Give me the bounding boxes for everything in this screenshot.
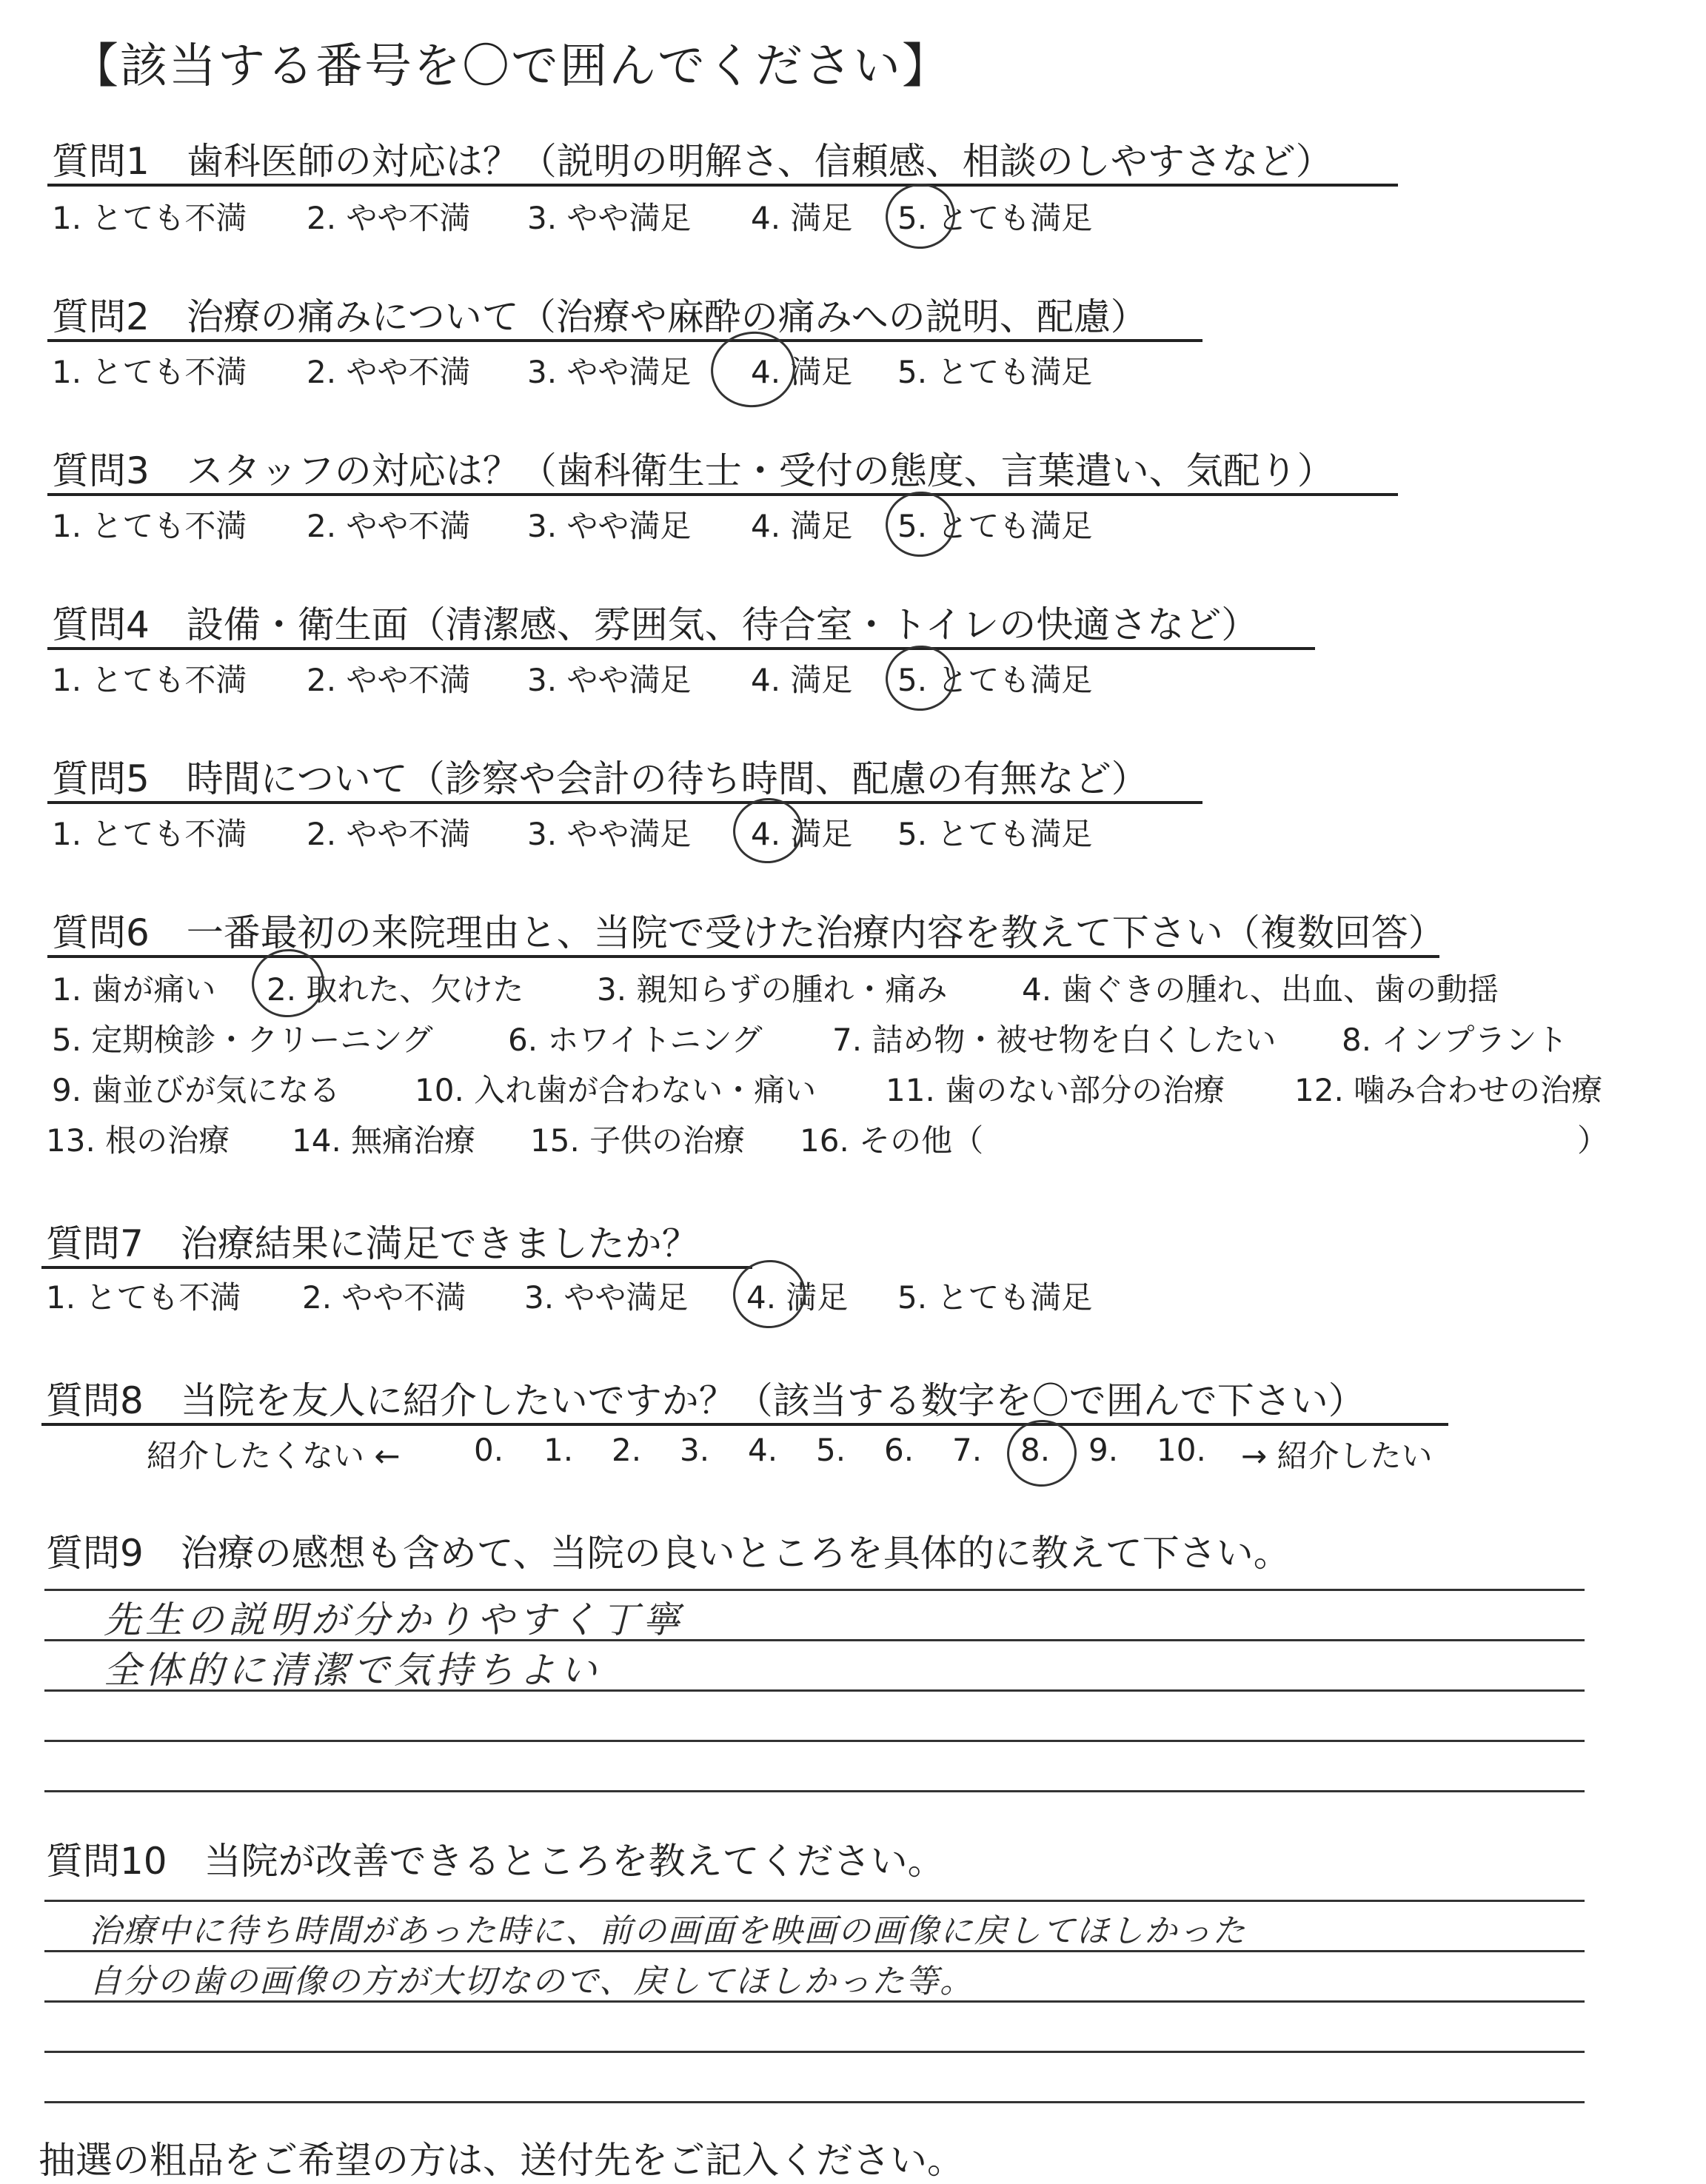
q6-option-2[interactable]: 2. 取れた、欠けた xyxy=(267,971,524,1008)
q7-option-4[interactable]: 4. 満足 xyxy=(746,1279,849,1316)
question-7-underline xyxy=(41,1266,752,1269)
q3-option-4[interactable]: 4. 満足 xyxy=(751,508,853,544)
question-6-title: 質問6 一番最初の来院理由と、当院で受けた治療内容を教えて下さい（複数回答） xyxy=(52,911,1445,954)
q4-option-3[interactable]: 3. やや満足 xyxy=(527,662,692,698)
q8-scale-left-label: 紹介したくない ← xyxy=(147,1438,401,1474)
question-5-title: 質問5 時間について（診察や会計の待ち時間、配慮の有無など） xyxy=(52,757,1148,800)
q10-answer-line-2[interactable]: 自分の歯の画像の方が大切なので、戻してほしかった等。 xyxy=(89,1963,974,2000)
q10-writing-line-4 xyxy=(44,2051,1585,2053)
q2-option-1[interactable]: 1. とても不満 xyxy=(52,354,247,390)
q6-option-15[interactable]: 15. 子供の治療 xyxy=(530,1122,746,1159)
q8-scale-right-label: → 紹介したい xyxy=(1241,1438,1433,1474)
q6-option-1[interactable]: 1. 歯が痛い xyxy=(52,971,216,1008)
q5-option-3[interactable]: 3. やや満足 xyxy=(527,816,692,852)
q3-option-1[interactable]: 1. とても不満 xyxy=(52,508,247,544)
q7-option-3[interactable]: 3. やや満足 xyxy=(524,1279,689,1316)
q1-option-1[interactable]: 1. とても不満 xyxy=(52,200,247,236)
question-5-underline xyxy=(47,801,1202,804)
question-6-underline xyxy=(47,955,1439,958)
question-9-title: 質問9 治療の感想も含めて、当院の良いところを具体的に教えて下さい。 xyxy=(46,1532,1291,1575)
q8-score-9[interactable]: 9. xyxy=(1088,1432,1119,1468)
question-10-title: 質問10 当院が改善できるところを教えてください。 xyxy=(46,1840,945,1883)
q8-score-5[interactable]: 5. xyxy=(816,1432,846,1468)
q6-option-8[interactable]: 8. インプラント xyxy=(1342,1022,1568,1058)
q6-option-3[interactable]: 3. 親知らずの腫れ・痛み xyxy=(597,971,948,1008)
q6-option-6[interactable]: 6. ホワイトニング xyxy=(508,1022,763,1058)
q3-selection-circle xyxy=(881,487,959,561)
q4-selection-circle xyxy=(881,641,959,715)
q1-option-3[interactable]: 3. やや満足 xyxy=(527,200,692,236)
question-4-underline xyxy=(47,647,1315,650)
q4-option-1[interactable]: 1. とても不満 xyxy=(52,662,247,698)
q7-option-1[interactable]: 1. とても不満 xyxy=(46,1279,241,1316)
q2-option-2[interactable]: 2. やや不満 xyxy=(307,354,471,390)
q10-writing-line-1 xyxy=(44,1900,1585,1902)
q10-answer-line-1[interactable]: 治療中に待ち時間があった時に、前の画面を映画の画像に戻してほしかった xyxy=(89,1912,1247,1950)
q8-score-6[interactable]: 6. xyxy=(884,1432,914,1468)
q5-option-5[interactable]: 5. とても満足 xyxy=(897,816,1093,852)
q8-score-4[interactable]: 4. xyxy=(748,1432,778,1468)
q5-option-2[interactable]: 2. やや不満 xyxy=(307,816,471,852)
q3-option-3[interactable]: 3. やや満足 xyxy=(527,508,692,544)
q10-writing-line-5 xyxy=(44,2101,1585,2103)
q8-score-7[interactable]: 7. xyxy=(952,1432,983,1468)
q1-selection-circle xyxy=(881,179,959,253)
q6-option-14[interactable]: 14. 無痛治療 xyxy=(292,1122,476,1159)
q6-option-10[interactable]: 10. 入れ歯が合わない・痛い xyxy=(415,1072,817,1108)
q7-option-2[interactable]: 2. やや不満 xyxy=(302,1279,466,1316)
q8-score-2[interactable]: 2. xyxy=(612,1432,642,1468)
q8-score-1[interactable]: 1. xyxy=(543,1432,574,1468)
footer-note: 抽選の粗品をご希望の方は、送付先をご記入ください。 xyxy=(39,2139,964,2182)
q2-option-4[interactable]: 4. 満足 xyxy=(751,354,853,390)
q4-option-2[interactable]: 2. やや不満 xyxy=(307,662,471,698)
q6-option-12[interactable]: 12. 噛み合わせの治療 xyxy=(1294,1072,1603,1108)
q6-option-16[interactable]: 16. その他（ xyxy=(800,1122,984,1159)
q2-option-3[interactable]: 3. やや満足 xyxy=(527,354,692,390)
q3-option-5[interactable]: 5. とても満足 xyxy=(897,508,1093,544)
page-heading: 【該当する番号を〇で囲んでください】 xyxy=(71,39,951,94)
q6-option-11[interactable]: 11. 歯のない部分の治療 xyxy=(886,1072,1225,1108)
q5-selection-circle xyxy=(729,794,806,868)
question-8-title: 質問8 当院を友人に紹介したいですか？（該当する数字を〇で囲んで下さい） xyxy=(46,1379,1365,1422)
question-2-underline xyxy=(47,339,1202,342)
q4-option-5[interactable]: 5. とても満足 xyxy=(897,662,1093,698)
q8-score-8[interactable]: 8. xyxy=(1020,1432,1051,1468)
q8-score-3[interactable]: 3. xyxy=(680,1432,710,1468)
question-8-underline xyxy=(41,1423,1448,1426)
q8-score-10[interactable]: 10. xyxy=(1157,1432,1206,1468)
question-3-title: 質問3 スタッフの対応は？（歯科衛生士・受付の態度、言葉遣い、気配り） xyxy=(52,449,1334,492)
q6-option-5[interactable]: 5. 定期検診・クリーニング xyxy=(52,1022,433,1058)
q6-option-16-close: ） xyxy=(1577,1122,1609,1159)
question-7-title: 質問7 治療結果に満足できましたか？ xyxy=(46,1222,699,1265)
question-1-underline xyxy=(47,184,1398,187)
q3-option-2[interactable]: 2. やや不満 xyxy=(307,508,471,544)
q6-option-7[interactable]: 7. 詰め物・被せ物を白くしたい xyxy=(832,1022,1277,1058)
q9-writing-line-4 xyxy=(44,1740,1585,1742)
q1-option-4[interactable]: 4. 満足 xyxy=(751,200,853,236)
question-1-title: 質問1 歯科医師の対応は？（説明の明解さ、信頼感、相談のしやすさなど） xyxy=(52,140,1333,183)
q7-option-5[interactable]: 5. とても満足 xyxy=(897,1279,1093,1316)
q1-option-5[interactable]: 5. とても満足 xyxy=(897,200,1093,236)
q8-score-0[interactable]: 0. xyxy=(474,1432,504,1468)
q5-option-4[interactable]: 4. 満足 xyxy=(751,816,853,852)
q9-answer-line-1[interactable]: 先生の説明が分かりやすく丁寧 xyxy=(104,1598,684,1641)
q6-option-4[interactable]: 4. 歯ぐきの腫れ、出血、歯の動揺 xyxy=(1022,971,1499,1008)
q9-answer-line-2[interactable]: 全体的に清潔で気持ちよい xyxy=(104,1649,601,1692)
q6-option-9[interactable]: 9. 歯並びが気になる xyxy=(52,1072,341,1108)
q8-selection-circle xyxy=(1003,1416,1081,1491)
q5-option-1[interactable]: 1. とても不満 xyxy=(52,816,247,852)
question-4-title: 質問4 設備・衛生面（清潔感、雰囲気、待合室・トイレの快適さなど） xyxy=(52,603,1259,646)
q4-option-4[interactable]: 4. 満足 xyxy=(751,662,853,698)
question-3-underline xyxy=(47,493,1398,496)
q1-option-2[interactable]: 2. やや不満 xyxy=(307,200,471,236)
q2-option-5[interactable]: 5. とても満足 xyxy=(897,354,1093,390)
q6-option-13[interactable]: 13. 根の治療 xyxy=(46,1122,230,1159)
question-2-title: 質問2 治療の痛みについて（治療や麻酔の痛みへの説明、配慮） xyxy=(52,295,1148,338)
q9-writing-line-5 xyxy=(44,1790,1585,1792)
